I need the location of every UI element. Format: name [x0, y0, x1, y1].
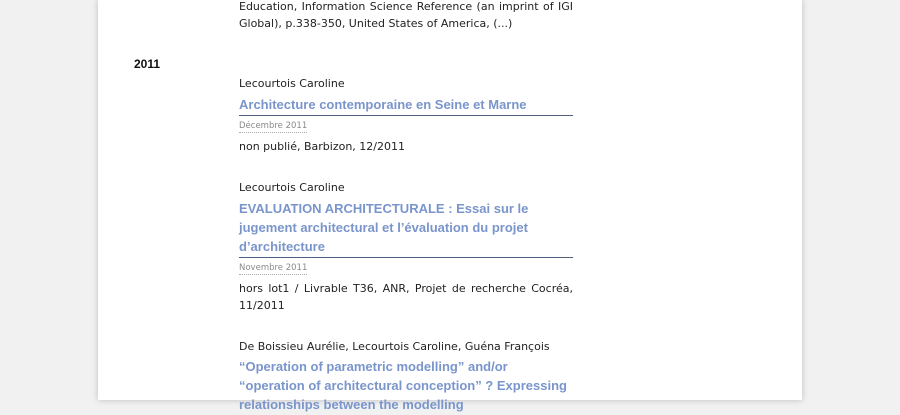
entry-title-link[interactable]: “Operation of parametric modelling” and/or “operation of architectural conception” ? Expressing relationships between the modelling: [239, 359, 567, 412]
entry-authors: Lecourtois Caroline: [239, 181, 345, 194]
entry-authors: Lecourtois Caroline: [239, 77, 345, 90]
entry-venue: non publié, Barbizon, 12/2011: [239, 140, 405, 153]
entry-date: Décembre 2011: [239, 121, 308, 131]
entry-venue: hors lot1 / Livrable T36, ANR, Projet de recherche Cocréa, 11/2011: [239, 282, 573, 312]
entry-title-link[interactable]: Architecture contemporaine en Seine et Marne: [239, 95, 573, 116]
entry-date: Novembre 2011: [239, 263, 308, 273]
year-heading: 2011: [134, 57, 161, 71]
entry-authors: De Boissieu Aurélie, Lecourtois Caroline, Guéna François: [239, 340, 550, 353]
previous-entry-venue: Education, Information Science Reference (an imprint of IGI Global), p.338-350, United States of America, (...): [239, 0, 573, 30]
entry-title-link[interactable]: EVALUATION ARCHITECTURALE : Essai sur le jugement architectural et l’évaluation du projet d’architecture: [239, 199, 573, 258]
